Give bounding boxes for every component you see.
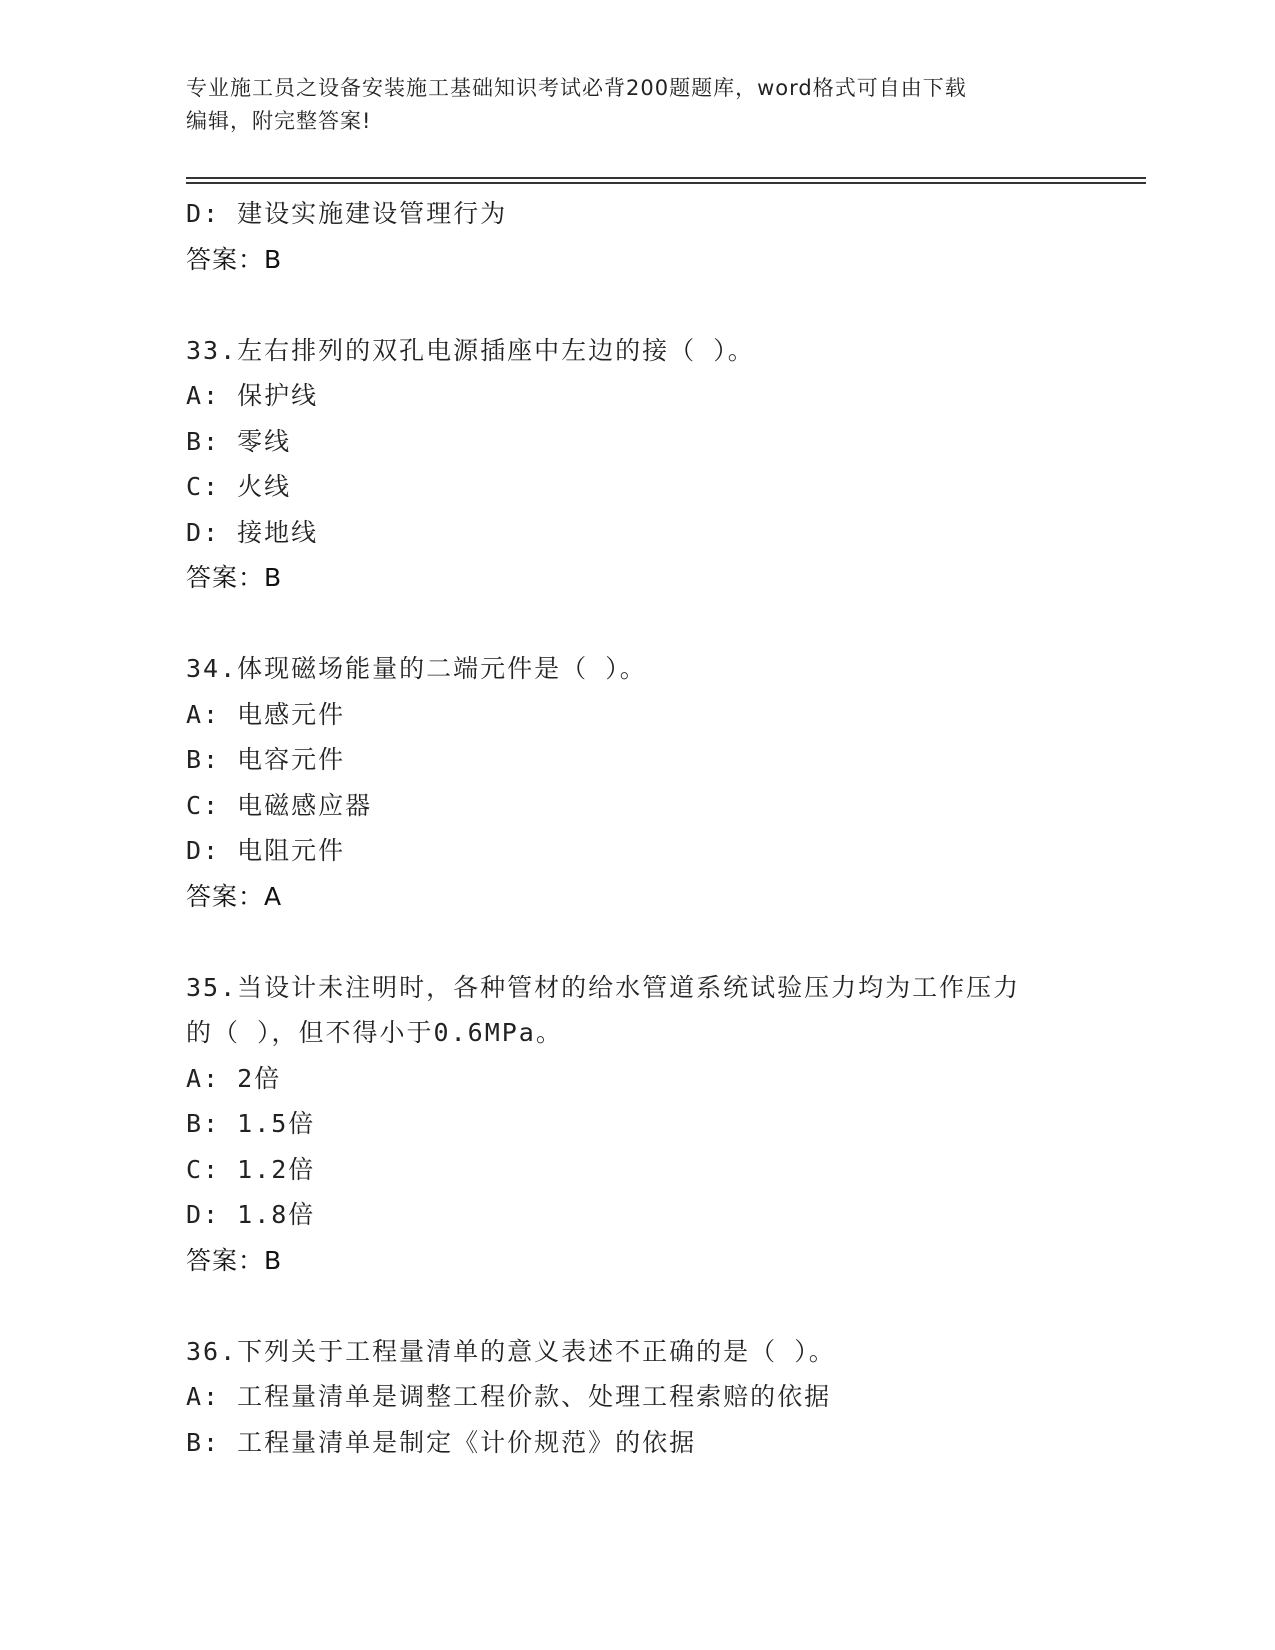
- question-stem-continued: 的（ ），但不得小于0.6MPa。: [186, 1018, 563, 1047]
- answer-line: 答案：B: [186, 563, 283, 592]
- question-36: [186, 1329, 1146, 1466]
- header-divider-bottom: [186, 182, 1146, 184]
- question-32-tail: [186, 191, 1146, 282]
- spacer: [186, 601, 1146, 647]
- option-a: A: 电感元件: [186, 699, 346, 729]
- answer-line: 答案：A: [186, 881, 283, 911]
- spacer: [186, 282, 1146, 328]
- option-c: C: 电磁感应器: [186, 790, 373, 820]
- header-divider-top: [186, 177, 1146, 179]
- answer-line: 答案：B: [186, 1245, 283, 1275]
- question-list: [186, 191, 1146, 1465]
- option-a: A: 2倍: [186, 1063, 282, 1093]
- header-title-line-2: 编辑，附完整答案!: [186, 109, 372, 133]
- option-b: B: 电容元件: [186, 745, 346, 774]
- question-stem: 33.左右排列的双孔电源插座中左边的接（ ）。: [186, 335, 755, 365]
- option-b: B: 工程量清单是制定《计价规范》的依据: [186, 1427, 697, 1457]
- option-d: D: 1.8倍: [186, 1200, 316, 1229]
- question-stem: 35.当设计未注明时，各种管材的给水管道系统试验压力均为工作压力: [186, 972, 1021, 1002]
- option-b: B: 零线: [186, 426, 292, 456]
- option-d: D: 建设实施建设管理行为: [186, 199, 508, 228]
- option-d: D: 接地线: [186, 517, 319, 547]
- option-d: D: 电阻元件: [186, 836, 346, 865]
- option-c: C: 1.2倍: [186, 1154, 316, 1184]
- spacer: [186, 919, 1146, 965]
- option-a: A: 工程量清单是调整工程价款、处理工程索赔的依据: [186, 1382, 832, 1411]
- answer-line: 答案：B: [186, 244, 283, 274]
- question-33: [186, 328, 1146, 601]
- option-c: C: 火线: [186, 472, 292, 501]
- spacer: [186, 1283, 1146, 1329]
- header-title-line-1: 专业施工员之设备安装施工基础知识考试必背200题题库，word格式可自由下载: [186, 76, 967, 100]
- question-stem: 36.下列关于工程量清单的意义表述不正确的是（ ）。: [186, 1336, 836, 1366]
- option-b: B: 1.5倍: [186, 1109, 316, 1138]
- option-a: A: 保护线: [186, 381, 319, 410]
- document-header: [186, 72, 1066, 138]
- question-stem: 34.体现磁场能量的二端元件是（ ）。: [186, 654, 647, 683]
- question-34: [186, 646, 1146, 919]
- question-35: [186, 965, 1146, 1284]
